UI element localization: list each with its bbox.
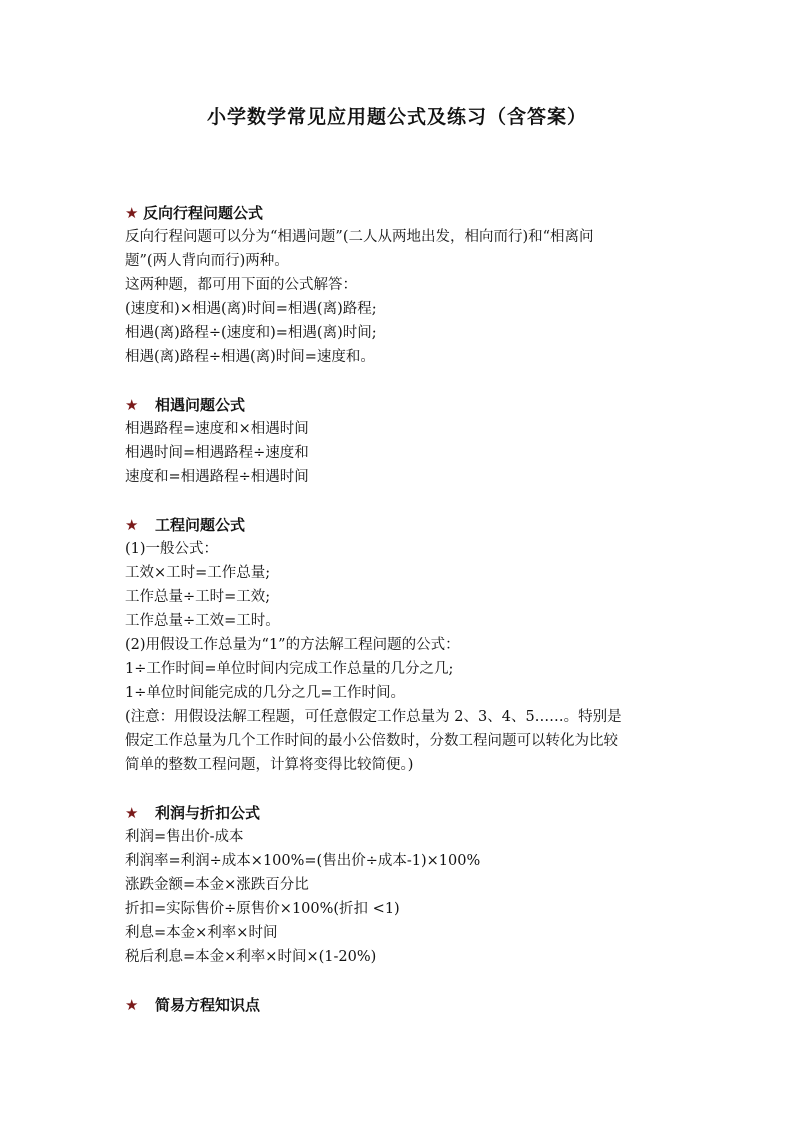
- body-line: 利息=本金×利率×时间: [125, 925, 278, 941]
- body-line: (1)一般公式：: [125, 541, 219, 557]
- document-body: [125, 201, 685, 1041]
- star-icon: ★: [125, 396, 139, 414]
- section-heading: [125, 801, 685, 825]
- body-line: 税后利息=本金×利率×时间×(1-20%): [125, 949, 377, 965]
- star-icon: ★: [125, 996, 139, 1014]
- body-line: 假定工作总量为几个工作时间的最小公倍数时，分数工程问题可以转化为比较: [125, 733, 618, 749]
- body-line: (注意：用假设法解工程题，可任意假定工作总量为 2、3、4、5……。特别是: [125, 709, 622, 725]
- section-heading: [125, 993, 685, 1017]
- section-engineering: [125, 513, 685, 777]
- body-line: 速度和=相遇路程÷相遇时间: [125, 469, 309, 485]
- section-reverse-travel: [125, 201, 685, 369]
- body-line: 题”(两人背向而行)两种。: [125, 253, 289, 269]
- body-line: 工作总量÷工效=工时。: [125, 613, 280, 629]
- body-line: 相遇路程=速度和×相遇时间: [125, 421, 309, 437]
- body-line: 利润=售出价-成本: [125, 829, 244, 845]
- section-heading: [125, 393, 685, 417]
- section-heading-label: 工程问题公式: [155, 516, 246, 534]
- body-line: (2)用假设工作总量为“1”的方法解工程问题的公式：: [125, 637, 460, 653]
- body-line: 相遇(离)路程÷相遇(离)时间=速度和。: [125, 349, 375, 365]
- body-line: 工效×工时=工作总量;: [125, 565, 271, 581]
- section-meeting: [125, 393, 685, 489]
- body-line: 利润率=利润÷成本×100%=(售出价÷成本-1)×100%: [125, 853, 481, 869]
- body-line: 简单的整数工程问题，计算将变得比较简便。): [125, 757, 414, 773]
- section-profit-discount: [125, 801, 685, 969]
- section-simple-equations: [125, 993, 685, 1017]
- body-line: 1÷单位时间能完成的几分之几=工作时间。: [125, 685, 406, 701]
- body-line: 相遇(离)路程÷(速度和)=相遇(离)时间;: [125, 325, 377, 341]
- star-icon: ★: [125, 516, 139, 534]
- body-line: (速度和)×相遇(离)时间=相遇(离)路程;: [125, 301, 377, 317]
- body-line: 相遇时间=相遇路程÷速度和: [125, 445, 309, 461]
- body-line: 工作总量÷工时=工效;: [125, 589, 271, 605]
- section-heading: [125, 513, 685, 537]
- body-line: 反向行程问题可以分为“相遇问题”(二人从两地出发，相向而行)和“相离问: [125, 229, 594, 245]
- section-heading: [125, 201, 685, 225]
- body-line: 这两种题，都可用下面的公式解答：: [125, 277, 357, 293]
- section-heading-label: 简易方程知识点: [155, 996, 261, 1014]
- body-line: 折扣=实际售价÷原售价×100%(折扣 <1): [125, 901, 400, 917]
- section-heading-label: 反向行程问题公式: [143, 204, 264, 222]
- body-line: 1÷工作时间=单位时间内完成工作总量的几分之几;: [125, 661, 454, 677]
- page-title: 小学数学常见应用题公式及练习（含答案）: [206, 106, 587, 128]
- star-icon: ★: [125, 204, 139, 222]
- star-icon: ★: [125, 804, 139, 822]
- section-heading-label: 利润与折扣公式: [155, 804, 261, 822]
- section-heading-label: 相遇问题公式: [155, 396, 246, 414]
- body-line: 涨跌金额=本金×涨跌百分比: [125, 877, 309, 893]
